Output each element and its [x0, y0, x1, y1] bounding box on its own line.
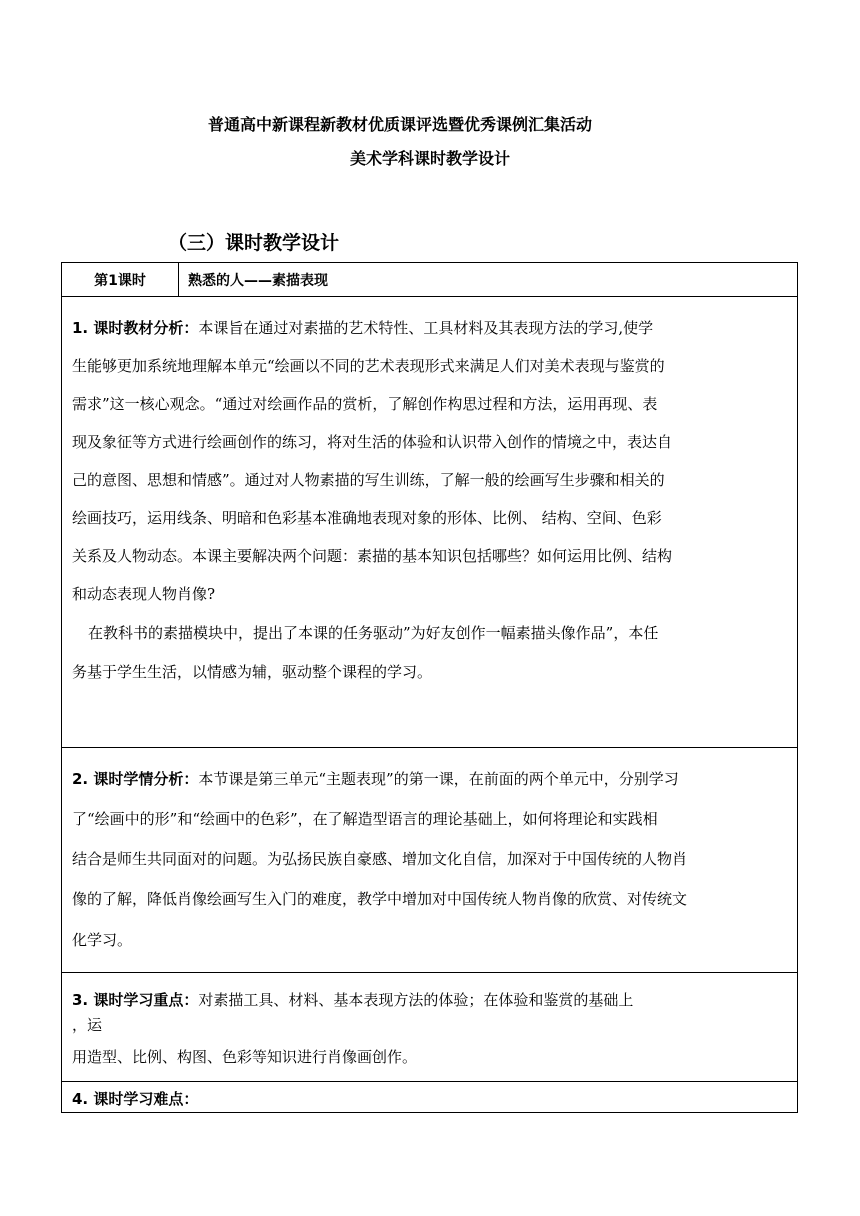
section1-line: 绘画技巧，运用线条、明暗和色彩基本准确地表现对象的形体、比例、 结构、空间、色彩: [72, 509, 662, 527]
section2-line: 结合是师生共同面对的问题。为弘扬民族自豪感、增加文化自信，加深对于中国传统的人物肖: [72, 850, 688, 868]
row-divider: [62, 972, 797, 973]
section4-label: 4. 课时学习难点：: [72, 1090, 199, 1108]
document-title: 普通高中新课程新教材优质课评选暨优秀课例汇集活动: [207, 115, 592, 134]
section-heading: （三）课时教学设计: [168, 232, 340, 254]
section1-line: 需求”这一核心观念。“通过对绘画作品的赏析，了解创作构思过程和方法，运用再现、表: [72, 395, 658, 413]
lesson-topic-cell: 熟悉的人——素描表现: [188, 272, 328, 289]
section4-line: [72, 1089, 198, 1109]
lesson-number-cell: 第1课时: [94, 272, 146, 289]
row-divider: [62, 747, 797, 748]
section3-text: 对素描工具、材料、基本表现方法的体验；在体验和鉴赏的基础上: [198, 991, 634, 1009]
document-subtitle: 美术学科课时教学设计: [349, 149, 510, 168]
section2-label: 2. 课时学情分析：: [72, 770, 199, 788]
row-divider: [62, 1081, 797, 1082]
section1-line: [72, 318, 653, 338]
section1-line: 务基于学生生活，以情感为辅，驱动整个课程的学习。: [72, 663, 433, 681]
section3-line: ，运: [72, 1016, 103, 1034]
section1-label: 1. 课时教材分析：: [72, 319, 199, 337]
section1-line: 现及象征等方式进行绘画创作的练习，将对生活的体验和认识带入创作的情境之中，表达自: [72, 433, 673, 451]
section2-line: 了“绘画中的形”和“绘画中的色彩”，在了解造型语言的理论基础上，如何将理论和实践相: [72, 810, 658, 828]
section2-line: 像的了解，降低肖像绘画写生入门的难度，教学中增加对中国传统人物肖像的欣赏、对传统文: [72, 890, 688, 908]
section3-line: [72, 990, 633, 1010]
section2-line: [72, 769, 679, 789]
section1-text: 本课旨在通过对素描的艺术特性、工具材料及其表现方法的学习,使学: [198, 319, 654, 337]
section1-line: 在教科书的素描模块中，提出了本课的任务驱动”为好友创作一幅素描头像作品”，本任: [88, 624, 659, 642]
section1-line: 关系及人物动态。本课主要解决两个问题：素描的基本知识包括哪些？如何运用比例、结构: [72, 547, 673, 565]
row-divider: [62, 296, 797, 297]
section2-line: 化学习。: [72, 931, 133, 949]
section1-line: 己的意图、思想和情感”。通过对人物素描的写生训练，了解一般的绘画写生步骤和相关的: [72, 471, 665, 489]
section1-line: 和动态表现人物肖像?: [72, 585, 216, 603]
lesson-design-table: [61, 262, 798, 1113]
section3-line: 用造型、比例、构图、色彩等知识进行肖像画创作。: [72, 1048, 418, 1066]
section2-text: 本节课是第三单元“主题表现”的第一课，在前面的两个单元中，分别学习: [198, 770, 679, 788]
section1-line: 生能够更加系统地理解本单元“绘画以不同的艺术表现形式来满足人们对美术表现与鉴赏的: [72, 357, 665, 375]
section3-label: 3. 课时学习重点：: [72, 991, 199, 1009]
column-divider: [178, 263, 179, 296]
